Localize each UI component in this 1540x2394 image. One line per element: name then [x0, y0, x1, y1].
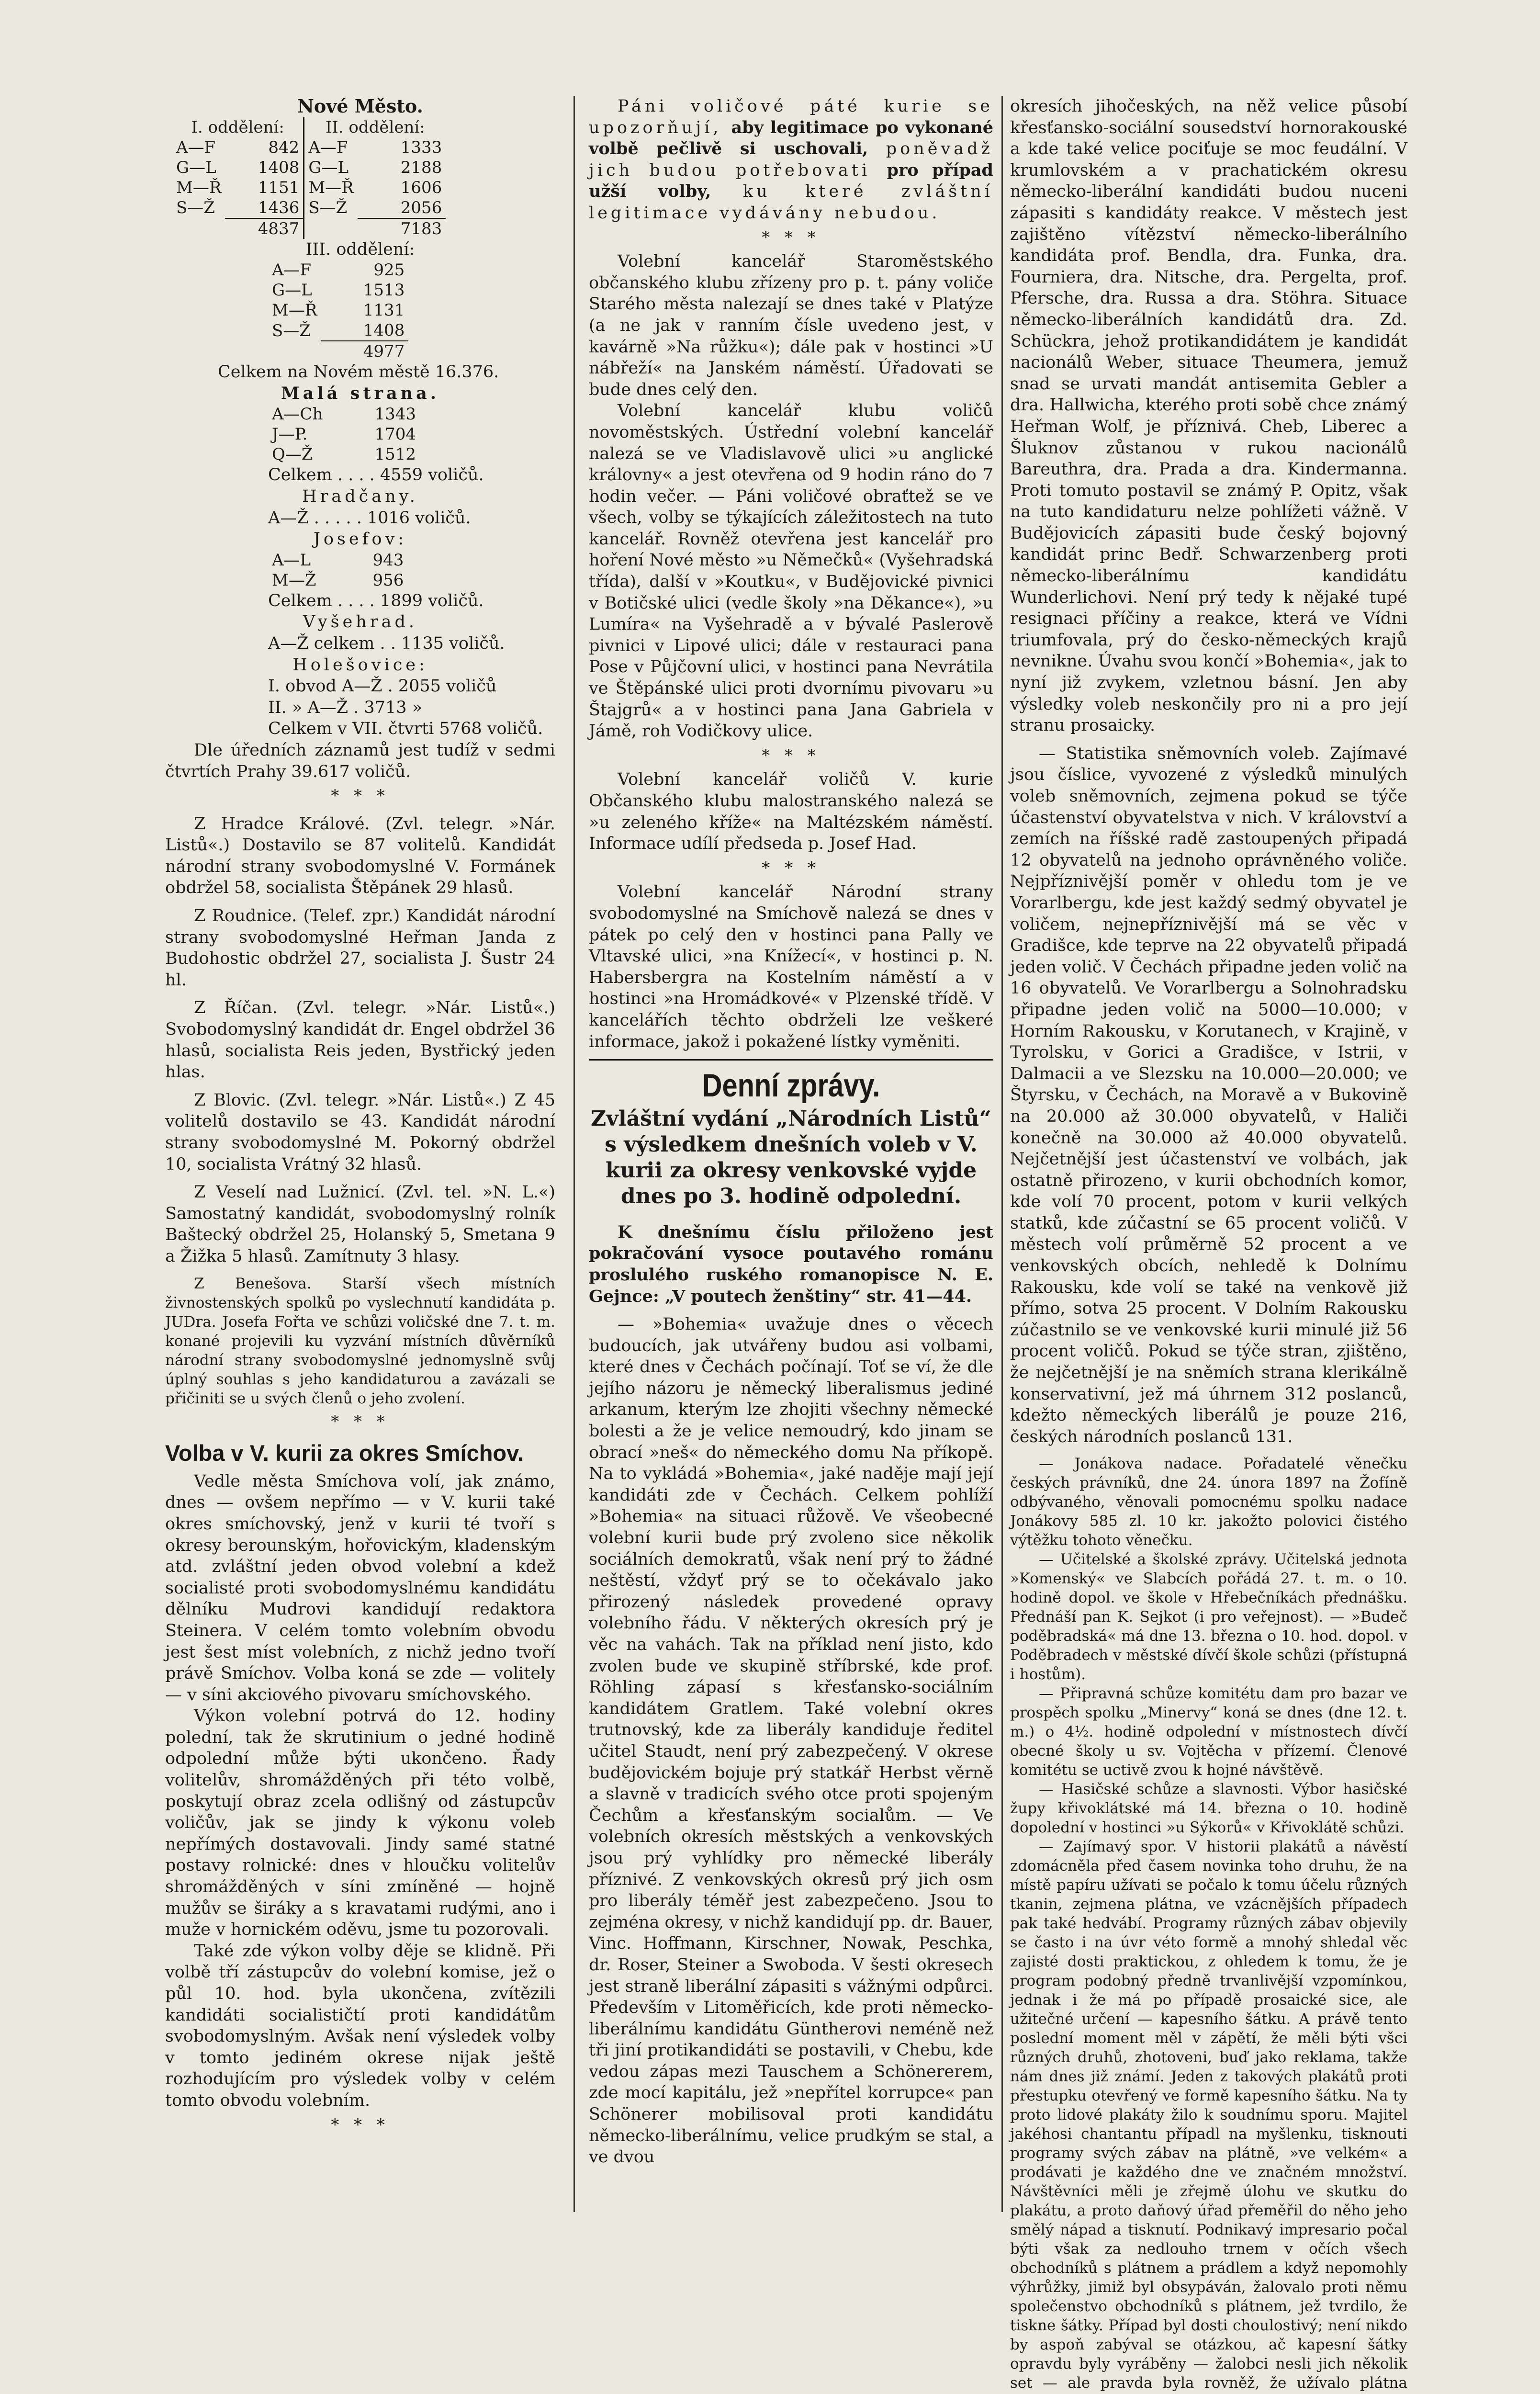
label: M—Ř [304, 178, 358, 198]
value: 925 [373, 260, 405, 280]
josefov-total: Celkem . . . . 1899 voličů. [268, 591, 484, 610]
vysehrad-row: A—Ž celkem . . 1135 voličů. [268, 633, 505, 653]
mala-strana-table [268, 404, 420, 464]
report-paragraph: Z Roudnice. (Telef. zpr.) Kandidát národní strany svobodomyslné Heřman Janda z Budohostic obdržel 27, socialista J. Šustr 24 hl. [165, 906, 555, 990]
label: A—L [272, 550, 311, 570]
office-paragraph: Volební kancelář voličů V. kurie Občanského klubu malostranského nalezá se »u zeleného kříže« na Maltézském náměstí. Informace udílí předseda p. Josef Had. [589, 770, 993, 854]
table-row [268, 260, 408, 280]
value: 1606 [400, 178, 442, 197]
value: 842 [268, 137, 300, 157]
table-row [172, 178, 446, 198]
table-row [268, 570, 407, 590]
article-paragraph: Vedle města Smíchova volí, jak známo, dnes — ovšem nepřímo — v V. kurii také okres smíchovský, jenž v kurii té tvoří s okresy berounským, hořovickým, kladenským atd. zvláštní jeden obvod volební a kdež socialisté proti svobodomyslnému kandidátu dělníku Mudrovi kandidují redaktora Steinera. V celém tomto volebním obvodu jest šest míst volebních, z nichž jedno tvoří právě Smíchov. Volba koná se zde — volitely — v síni akciového pivovaru smíchovského. [165, 1471, 555, 1705]
bohemia-continuation: okresích jihočeských, na něž velice působí křesťansko-sociální sousedství hornorakouské a kde také velice pociťuje se moc feudální. V krumlovském a v prachatickém okresu německo-liberální kandidáti budou nuceni zápasiti s kandidáty reakce. V městech jest zajištěno vítězství německo-liberálního kandidáta prof. Bendla, dra. Funka, dra. Fourniera, dra. Nitsche, dra. Pergelta, prof. Pfersche, dra. Russa a dra. Stöhra. Situace německo-liberálních kandidátů dra. Zd. Schückra, jehož protikandidátem je kandidát nacionálů Weber, situace Theumera, jemuž snad se urvati mandát antisemita Gebler a dra. Hallwicha, kterého proti sobě chce známý Heřman Wolf, je příznivá. Cheb, Liberec a Šluknov zůstanou v rukou nacionálů Bareuthra, dra. Prada a dra. Kindermanna. Proti tomuto postavil se známý P. Opitz, však na tuto kandidaturu nelze pohlížeti vážně. V Budějovicích zápasiti bude český bojovný kandidát princ Bedř. Schwarzenberg proti německo-liberálnímu kandidátu Wunderlichovi. Není prý tedy k nějaké tupé resignaci příčiny a reakce, která ve Vídni triumfovala, prý do česko-německých krajů nevnikne. Úvahu svou končí »Bohemia«, jak to nyní již zvykem, vzletnou básní. Jen aby výsledky voleb neskončily pro ni a pro její stranu prosaicky. [1010, 97, 1407, 735]
part1-total: 4837 [225, 218, 304, 239]
report-paragraph: Z Hradce Králové. (Zvl. telegr. »Nár. Listů«.) Dostavilo se 87 volitelů. Kandidát národní strany svobodomyslné V. Formánek obdržel 58, socialista Štěpánek 29 hlasů. [165, 814, 555, 898]
value: 1704 [374, 425, 416, 444]
office-paragraph: Volební kancelář Staroměstského občanského klubu zřízeny pro p. t. pány voliče Starého města nalezají se dnes také v Platýze (a ne jak v ranním čísle uvedeno jest, v kavárně »Na růžku«); dále pak v hostinci »U nábřeží« na Janském náměstí. Úřadovati se bude dnes celý den. [589, 252, 993, 399]
label: J—P. [272, 425, 308, 444]
smichov-heading: Volba v V. kurii za okres Smíchov. [165, 1440, 524, 1466]
value: 2188 [400, 158, 442, 177]
part2-head: II. oddělení: [304, 117, 446, 137]
value: 1408 [258, 158, 300, 177]
news-item: — Jonákova nadace. Pořadatelé věnečku českých právníků, dne 24. února 1897 na Žofíně odbývaného, věnovali pomocnému spolku nadace Jonákovy 585 zl. 10 kr. jakožto polovici čistého výtěžku tohoto věnečku. [1010, 1455, 1407, 1549]
stars-divider: * * * [331, 786, 390, 806]
part2-total: 7183 [358, 218, 446, 239]
nove-mesto-table [172, 117, 446, 239]
table-row [268, 320, 408, 341]
value: 1513 [363, 281, 405, 300]
value: 1343 [374, 405, 416, 424]
value: 2056 [400, 198, 442, 217]
holesovice-title: Holešovice: [292, 655, 428, 675]
label: M—Ž [272, 570, 316, 590]
table-row [172, 158, 446, 178]
news-item: — Připravná schůze komitétu dam pro bazar ve prospěch spolku „Minervy“ koná se dnes (dne 12. t. m.) o 4½. hodině odpolední v místnostech dívčí obecné školy u sv. Vojtěcha v přízemí. Členové komitétu se uctivě zvou k hojné návštěvě. [1010, 1685, 1407, 1779]
label: A—Ch [272, 405, 323, 424]
value: 1436 [258, 198, 300, 217]
article-paragraph: Výkon volební potrvá do 12. hodiny polední, tak že skrutinium o jedné hodině odpolední může býti ukončeno. Řady volitelův, shromážděných při této volbě, poskytují obraz zcela odlišný od zástupcův voličův, jak se jindy k výkonu voleb nepřímých dostavovali. Jindy samé statné postavy rolnické: dnes v hloučku volitelův shromážděných v síni zmíněné — hojně mužův se širáky a s kravatami rudými, ano i muže v hornickém oděvu, jsme tu pozorovali. [165, 1706, 555, 1940]
value: 1333 [400, 137, 442, 157]
column-2 [589, 96, 993, 2168]
denni-zpravy-heading: Denní zprávy. [702, 1067, 880, 1104]
part3-head: III. oddělení: [305, 239, 415, 259]
report-paragraph: Z Říčan. (Zvl. telegr. »Nár. Listů«.) Svobodomyslný kandidát dr. Engel obdržel 36 hlasů, socialista Reis jeden, Bystřický jeden hlas. [165, 998, 555, 1082]
value: 1408 [363, 321, 405, 340]
holesovice-row-1: I. obvod A—Ž . 2055 voličů [268, 677, 497, 696]
stars-divider: * * * [762, 227, 821, 247]
stars-divider: * * * [762, 745, 821, 765]
table-row [172, 198, 446, 218]
label: S—Ž [304, 198, 358, 218]
value: 1131 [363, 301, 405, 320]
part3-table [268, 260, 408, 361]
label: A—F [304, 137, 358, 158]
table-row [268, 404, 420, 424]
nove-mesto-total: Celkem na Novém městě 16.376. [218, 362, 499, 382]
vysehrad-title: Vyšehrad. [303, 612, 417, 632]
josefov-title: Josefov: [313, 530, 407, 549]
value: 956 [372, 570, 404, 590]
bohemia-paragraph: — »Bohemia« uvažuje dnes o věcech budoucích, jak utvářeny budou asi volbami, které dnes v Čechách počínají. Toť se ví, že dle jejího názoru je německý liberalismus jediné arkanum, kterým lze zhojiti všechny německé bolesti a že je velice nemoudrý, kdo jinam se obrací »neš« do německého domu Na příkopě. Na to vykládá »Bohemia«, jaké naděje mají její kandidáti zde v Čechách. Celkem pohlíží »Bohemia« na situaci růžově. Ve všeobecné volební kurii bude prý zvoleno sice několik sociálních demokratů, však není prý to žádné neštěstí, vždyť prý se to očekávalo jako přirozený následek provedené opravy volebního řádu. V některých okresích prý je věc na vahách. Tak na příklad není jisto, kdo zvolen bude ve skupině stříbrské, kde prof. Röhling zápasí s křesťansko-sociálním kandidátem Gratlem. Také volební okres trutnovský, kde za liberály kandiduje ředitel učitel Staudt, není prý zabezpečený. V okrese budějovickém bojuje prý statkář Herbst věrně a slavně v tradicích svého otce proti spojeným Čechům a křesťanským socialům. — Ve volebních okresích městských a venkovských jsou prý vyhlídky pro německé liberály příznivé. Z venkovských okresů prý jich osm pro liberály téměř jest zabezpečeno. Jsou to zejména okresy, v nichž kandidují pp. dr. Bauer, Vinc. Hoffmann, Kirschner, Nowak, Peschka, dr. Roser, Steiner a Swoboda. V šesti okresech jest straně liberální zápasiti s vážnými odpůrci. Především v Litoměřicích, kde proti německo-liberálnímu kandidátu Güntherovi neméně než tři jiní protikandidáti se postavili, v Chebu, kde vedou zápas mezi Tauschem a Schönererem, zde mocí kapitálu, jež »nepřítel korrupce« pan Schönerer mobilisoval proti kandidátu německo-liberálnímu, velice prudkým se stal, a ve dvou [589, 1315, 993, 2167]
column-1 [165, 96, 555, 2138]
divider [589, 1059, 993, 1061]
stars-divider: * * * [331, 2115, 390, 2134]
office-paragraph: Volební kancelář klubu voličů novoměstských. Ústřední volební kancelář nalezá se ve Vladislavově ulici »u anglické královny« a jest otevřena od 9 hodin ráno do 7 hodin večer. — Páni voličové obraťtež se ve všech, volby se týkajících záležitostech na tuto kancelář. Rovněž otevřena jest kancelář pro hoření Nové město »u Němečků« (Vyšehradská třída), další v »Koutku«, v Budějovické pivnici v Botičské ulici (vedle školy »na Děkance«), »u Lumíra« na Vyšehradě a v bývalé Paslerově pivnici v Lipové ulici; dále v restauraci pana Pose v Půjčovní ulici, v hostinci pana Nevrátila ve Štěpánské ulici proti dvornímu pivovaru »u Štajgrů« a v hostinci pana Jana Gabriela v Jámě, roh Vodičkovy ulice. [589, 401, 993, 741]
mala-strana-title: Malá strana. [281, 383, 439, 403]
label: S—Ž [272, 321, 311, 340]
label: A—F [272, 260, 312, 280]
notice-part: poněvadž jich budou potřebovati [589, 139, 993, 180]
notice-part: aby legitimace po vykonané volbě pečlivě si uschovali, [589, 117, 993, 159]
table-row [268, 300, 408, 320]
hradcany-title: Hradčany. [302, 486, 418, 506]
table-row [172, 137, 446, 158]
label: G—L [176, 158, 216, 177]
value: 1151 [258, 178, 300, 197]
ctvrt-total: Celkem v VII. čtvrti 5768 voličů. [268, 719, 543, 739]
notice-part: ku které zvláštní legitimace vydávány nebudou. [589, 182, 993, 223]
table-row [268, 550, 407, 570]
label: M—Ř [272, 301, 317, 320]
article-paragraph: Také zde výkon volby děje se klidně. Při volbě tří zástupcův do volební komise, jež o půl 10. hod. byla ukončena, zvítězili kandidáti socialističtí proti kandidátům svobodomyslným. Avšak není výsledek volby v tomto jediném okrese nijak ještě rozhodujícím pro výsledek volby v celém tomto obvodu volebním. [165, 1941, 555, 2110]
value: 943 [372, 550, 404, 570]
label: G—L [304, 158, 358, 178]
josefov-table [268, 550, 407, 590]
notice-part: pro případ užší volby, [589, 160, 993, 202]
statistics-paragraph: — Statistika sněmovních voleb. Zajímavé jsou číslice, vyvozené z výsledků minulých voleb sněmovních, zejmena pokud se týče účastenství obyvatelstva v nich. V království a zemích na říšské radě zastoupených připadá 12 obyvatelů na jednoho oprávněného voliče. Nejpříznivější poměr v ohledu tom je ve Vorarlbergu, kde jest každý sedmý obyvatel je voličem, nejnepříznivější má se věc v Gradišce, kde teprve na 22 obyvatelů připadá jeden volič. V Čechách připadne jeden volič na 16 obyvatelů. Ve Vorarlbergu a Solnohradsku připadne jeden volič na 5000—10.000; v Horním Rakousku, v Korutanech, v Krajině, v Tyrolsku, v Gorici a Gradišce, v Istrii, v Dalmacii a ve Slezsku na 10.000—20.000; ve Štyrsku, v Čechách, na Moravě a v Bukovině na 20.000 až 30.000 obyvatelů, v Haliči konečně na 30.000 až 40.000 obyvatelů. Nejčetnější jest účastenství ve volbách, jak ostatně přirozeno, v kurii obchodních komor, kde volí 70 procent, potom v kurii velkých statků, kde zúčastní se 65 procent voličů. V městech volí průměrně 52 procent a ve venkovských obcích, nehledě k Dolnímu Rakousku, kde volí se také na venkově již přímo, sotva 25 procent. V Dolním Rakousku zúčastnilo se ve venkovské kurii minulé již 56 procent voličů. Pokud se týče stran, zjištěno, že nejčetnější je na sněmích strana klerikálně konservativní, jež má úhrnem 312 poslanců, kdežto německých liberálů je pouze 216, českých národních poslanců 131. [1010, 744, 1407, 1446]
label: M—Ř [176, 178, 222, 197]
nove-mesto-title: Nové Město. [297, 95, 423, 117]
label: Q—Ž [272, 445, 313, 464]
table-row [268, 280, 408, 300]
table-row [268, 444, 420, 464]
news-item: — Učitelské a školské zprávy. Učitelská jednota »Komenský« ve Slabcích pořádá 27. t. m. o 10. hodině dopol. ve škole v Hřebečníkách přednášku. Přednáší pan K. Sejkot (i pro veřejnost). — »Budeč poděbradská« má dne 13. března o 10. hod. dopol. v Poděbradech v městské dívčí škole schůzi (přístupná i hostům). [1010, 1551, 1407, 1683]
part1-head: I. oddělení: [191, 117, 284, 137]
news-item: — Zajímavý spor. V historii plakátů a návěstí zdomácněla před časem novinka toho druhu, že na místě papíru užívati se počalo k tomu účelu různých tkanin, zejmena plátna, ve vzácnějších případech pak také hedvábí. Programy různých zábav objevily se často i na úvr véto formě a mnohý shledal věc zajisté dosti praktickou, z ohledem k tomu, že je program podobný předně trvanlivější vzpomínkou, jednak i že má po případě prosaické sice, ale užitečné určení — kapesního šátku. A právě tento poslední moment měl v zápětí, že měli býti všci různých druhů, zhotoveni, buď jako reklama, takže nám dnes již známí. Jeden z takových plakátů proti přestupku otevřený ve formě kapesního šátku. Na ty proto lidové plakáty žilo k soudnímu sporu. Majitel jakéhosi chantantu případl na myšlenku, tisknouti programy svých zábav na plátně, »ve velkém« a prodávati je každého dne ve značném množství. Návštěvníci měli je zřejmě úlohu ve skutku do plakátu, a proto daňový úřad přeměřil do něho jeho smělý nápad a tisknutí. Podnikavý impresario počal býti však za nedlouho trnem v očích všech obchodníků s plátnem a prádlem a když nepomohly výhrůžky, jimiž byl obsypáván, žalovalo proti němu společenstvo obchodníků s plátnem, jež tvrdilo, že tiskne šátky. Případ byl dosti choulostivý; není nikdo by aspoň zabýval se otázkou, ač kapesní šátky opravdu byly vyráběny — žalobci nesli jich několik set — ale pravda byla rovněž, že užívalo plátna [1010, 1838, 1407, 2392]
label: G—L [272, 281, 312, 300]
stars-divider: * * * [762, 858, 821, 878]
hradcany-row: A—Ž . . . . . 1016 voličů. [268, 508, 471, 528]
table-row [268, 424, 420, 444]
news-item: — Hasičské schůze a slavnosti. Výbor hasičské župy křivoklátské má 14. března o 10. hodině dopolední v hostinci »u Sýkorů« v Křivoklátě schůzi. [1010, 1781, 1407, 1837]
label: S—Ž [176, 198, 215, 218]
special-edition-heading: Zvláštní vydání „Národních Listů“ s výsledkem dnešních voleb v V. kurii za okresy venkovské vyjde dnes po 3. hodině odpolední. [591, 1106, 991, 1208]
value: 1512 [374, 445, 416, 464]
label: A—F [176, 137, 216, 157]
stars-divider: * * * [331, 1412, 390, 1431]
voters-notice [589, 96, 993, 224]
benesov-paragraph: Z Benešova. Starší všech místních živnostenských spolků po vyslechnutí kandidáta p. JUDra. Josefa Fořta ve schůzi voličské dne 7. t. m. konané projevili ku vyzvání místních důvěrníků národní strany svobodomyslné jednomyslně svůj úplný souhlas s jeho kandidaturou a zavázali se přičiniti se u svých členů o jeho zvolení. [165, 1275, 555, 1407]
part3-total: 4977 [321, 341, 408, 361]
office-paragraph: Volební kancelář Národní strany svobodomyslné na Smíchově nalezá se dnes v pátek po celý den v hostinci pana Pally ve Vltavské ulici, »na Knížecí«, v hostinci p. N. Habersbergra na Kostelním náměstí a v hostinci »na Hromádkové« v Plzenské třídě. V kancelářích těchto obdrželi lze veškeré informace, jakož i pokažené lístky vyměniti. [589, 882, 993, 1051]
report-paragraph: Z Blovic. (Zvl. telegr. »Nár. Listů«.) Z 45 volitelů dostavilo se 43. Kandidát národní strany svobodomyslné M. Pokorný obdržel 10, socialista Vrátný 32 hlasů. [165, 1090, 555, 1174]
column-3 [1010, 96, 1407, 2394]
prague-total: Dle úředních záznamů jest tudíž v sedmi čtvrtích Prahy 39.617 voličů. [165, 740, 555, 781]
novel-notice: K dnešnímu číslu přiloženo jest pokračování vysoce poutavého románu proslulého ruského romanopisce N. E. Gejnce: „V poutech ženštiny“ str. 41—44. [589, 1222, 993, 1306]
report-paragraph: Z Veselí nad Lužnicí. (Zvl. tel. »N. L.«) Samostatný kandidát, svobodomyslný rolník Baštecký obdržel 25, Holanský 5, Smetana 9 a Žižka 5 hlasů. Zamítnuty 3 hlasy. [165, 1183, 555, 1266]
notice-part: Páni voličové páté kurie se upozorňují, [589, 97, 993, 137]
holesovice-row-2: II. » A—Ž . 3713 » [268, 698, 423, 717]
column-rule-1 [573, 96, 575, 2212]
mala-strana-total: Celkem . . . . 4559 voličů. [268, 465, 484, 485]
column-rule-2 [1001, 96, 1003, 2212]
